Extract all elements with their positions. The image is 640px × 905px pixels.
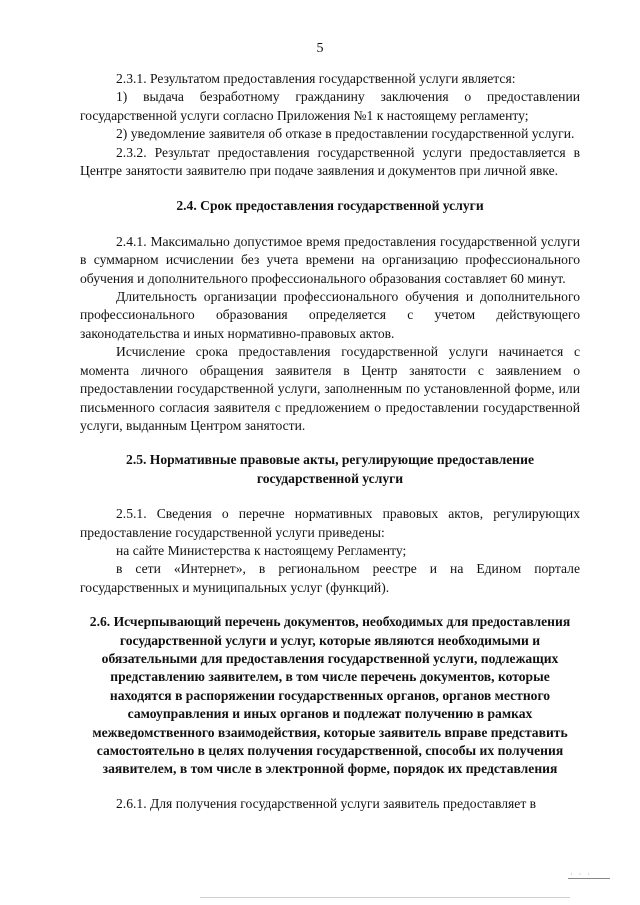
page-number: 5 [316,41,324,56]
paragraph-term-calculation: Исчисление срока предоставления государственной услуги начинается с момента личного обращения заявителя в Центр занятости с заявлением о предоставлении государственной услуги, заполненным по установленной форме, или письменного согласия заявителя с предложением о предоставлении государственной услуги, выданным Центром занятости. [80,344,580,433]
paragraph-result-1: 1) выдача безработному гражданину заключения о предоставлении государственной услуги согласно Приложения №1 к настоящему регламенту; [80,89,580,123]
paragraph-duration: Длительность организации профессионального обучения и дополнительного профессионального образования определяется с учетом действующего законодательства и иных нормативно-правовых актов. [80,289,580,341]
document-body [80,70,580,813]
scan-marks: · · · [570,870,592,879]
paragraph-2-4-1: 2.4.1. Максимально допустимое время предоставления государственной услуги в суммарном исчислении без учета времени на организацию профессионального обучения и дополнительного профессионального образования составляет 60 минут. [80,233,580,286]
corner-rule [568,878,610,879]
paragraph-result-2: 2) уведомление заявителя об отказе в предоставлении государственной услуги. [116,126,575,142]
bottom-rule [200,897,570,898]
heading-2-5: 2.5. Нормативные правовые акты, регулирующие предоставление государственной услуги [126,452,534,486]
paragraph-ministry-site: на сайте Министерства к настоящему Регламенту; [116,542,407,558]
heading-2-6: 2.6. Исчерпывающий перечень документов, необходимых для предоставления государственной услуги и услуг, которые являются необходимыми и обязательными для предоставления государственной услуги, подлежащих представлению заявителем, в том числе перечень документов, которые находятся в распоряжении государственных органов, органов местного самоуправления и иных органов и подлежат получению в рамках межведомственного взаимодействия, которые заявитель вправе представить самостоятельно в целях получения государственной, способы их получения заявителем, в том числе в электронной форме, порядок их представления [89,614,571,777]
paragraph-2-5-1: 2.5.1. Сведения о перечне нормативных правовых актов, регулирующих предоставление государственной услуги приведены: [80,506,580,540]
paragraph-2-3-1: 2.3.1. Результатом предоставления государственной услуги является: [116,71,516,86]
paragraph-2-6-1: 2.6.1. Для получения государственной услуги заявитель предоставляет в [116,795,537,811]
paragraph-2-3-2: 2.3.2. Результат предоставления государственной услуги предоставляется в Центре занятости заявителю при подаче заявления и документов при личной явке. [80,144,580,179]
paragraph-internet: в сети «Интернет», в региональном реестре и на Едином портале государственных и муниципальных услуг (функций). [80,561,580,595]
heading-2-4: 2.4. Срок предоставления государственной услуги [176,198,484,214]
